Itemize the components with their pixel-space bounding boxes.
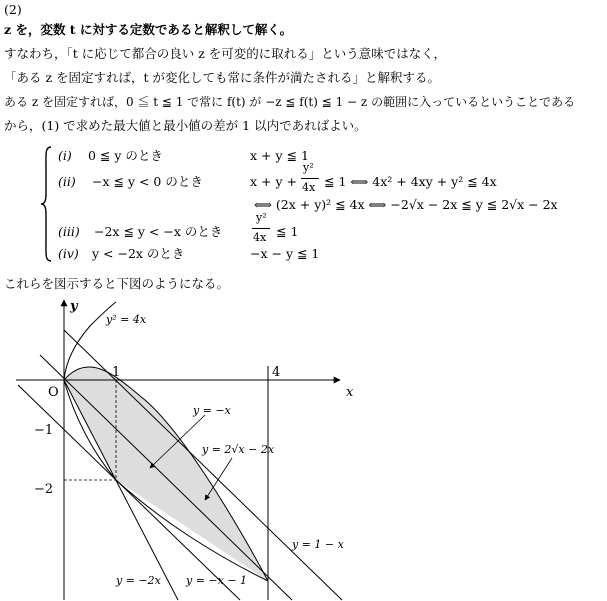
case-iii-label: (iii) [58,224,80,239]
label-y-neg-x: y = −x [193,404,231,417]
case-i-expression: x + y ≦ 1 [250,148,309,163]
tick-y-neg1: −1 [34,423,54,438]
tick-y-neg2: −2 [34,482,54,497]
case-ii-frac-den: 4x [302,181,316,194]
label-1-minus-x: y = 1 − x [292,538,344,551]
intro-statement: z を，変数 t に対する定数であると解釈して解く。 [4,22,293,37]
case-iii-frac-num: y² [256,211,267,224]
label-y-neg-2x: y = −2x [116,574,161,587]
origin-label: O [48,385,59,400]
x-axis-label: x [346,385,354,400]
case-i-condition: 0 ≦ y のとき [88,148,163,163]
paragraph-1: すなわち，「t に応じて都合の良い z を可変的に取れる」という意味ではなく， [4,46,447,61]
case-i-label: (i) [58,148,72,163]
case-iv-expression: −x − y ≦ 1 [250,246,320,261]
case-ii-expression-b: ≦ 1 ⟺ 4x² + 4xy + y² ≦ 4x [324,174,497,189]
paragraph-4: から，(1) で求めた最大値と最小値の差が 1 以内であればよい。 [4,118,367,133]
case-ii-condition: −x ≦ y < 0 のとき [92,174,203,189]
tick-x-1: 1 [112,365,121,380]
label-neg-x-minus-1: y = −x − 1 [186,574,248,587]
tick-x-4: 4 [272,365,281,380]
pointer-upper-curve [205,458,232,500]
case-ii-label: (ii) [58,174,76,189]
line-neg-x [40,355,292,600]
case-ii-expression-a: x + y + [250,174,297,189]
case-iii-frac-den: 4x [253,231,267,244]
case-ii-frac-num: y² [303,161,314,174]
case-ii-continued: ⟺ (2x + y)² ≦ 4x ⟺ −2√x − 2x ≦ y ≦ 2√x − 2x [254,197,558,212]
case-iv-condition: y < −2x のとき [92,246,185,261]
paragraph-3: ある z を固定すれば，0 ≦ t ≦ 1 で常に f(t) が −z ≦ f(t) ≦ 1 − z の範囲に入っているということである [4,95,576,109]
line-1-minus-x [64,330,342,600]
paragraph-2: 「ある z を固定すれば，t が変化しても常に条件が満たされる」と解釈する。 [4,70,441,85]
case-iii-expression: ≦ 1 [276,224,299,239]
allowed-region [64,367,268,581]
figure-caption: これらを図示すると下図のようになる。 [4,276,230,291]
label-parabola: y² = 4x [106,313,147,326]
label-upper-curve: y = 2√x − 2x [202,443,275,456]
case-iv-label: (iv) [58,246,79,261]
case-iii-condition: −2x ≦ y < −x のとき [94,224,223,239]
problem-label: (2) [4,2,22,17]
y-axis-label: y [70,299,78,314]
